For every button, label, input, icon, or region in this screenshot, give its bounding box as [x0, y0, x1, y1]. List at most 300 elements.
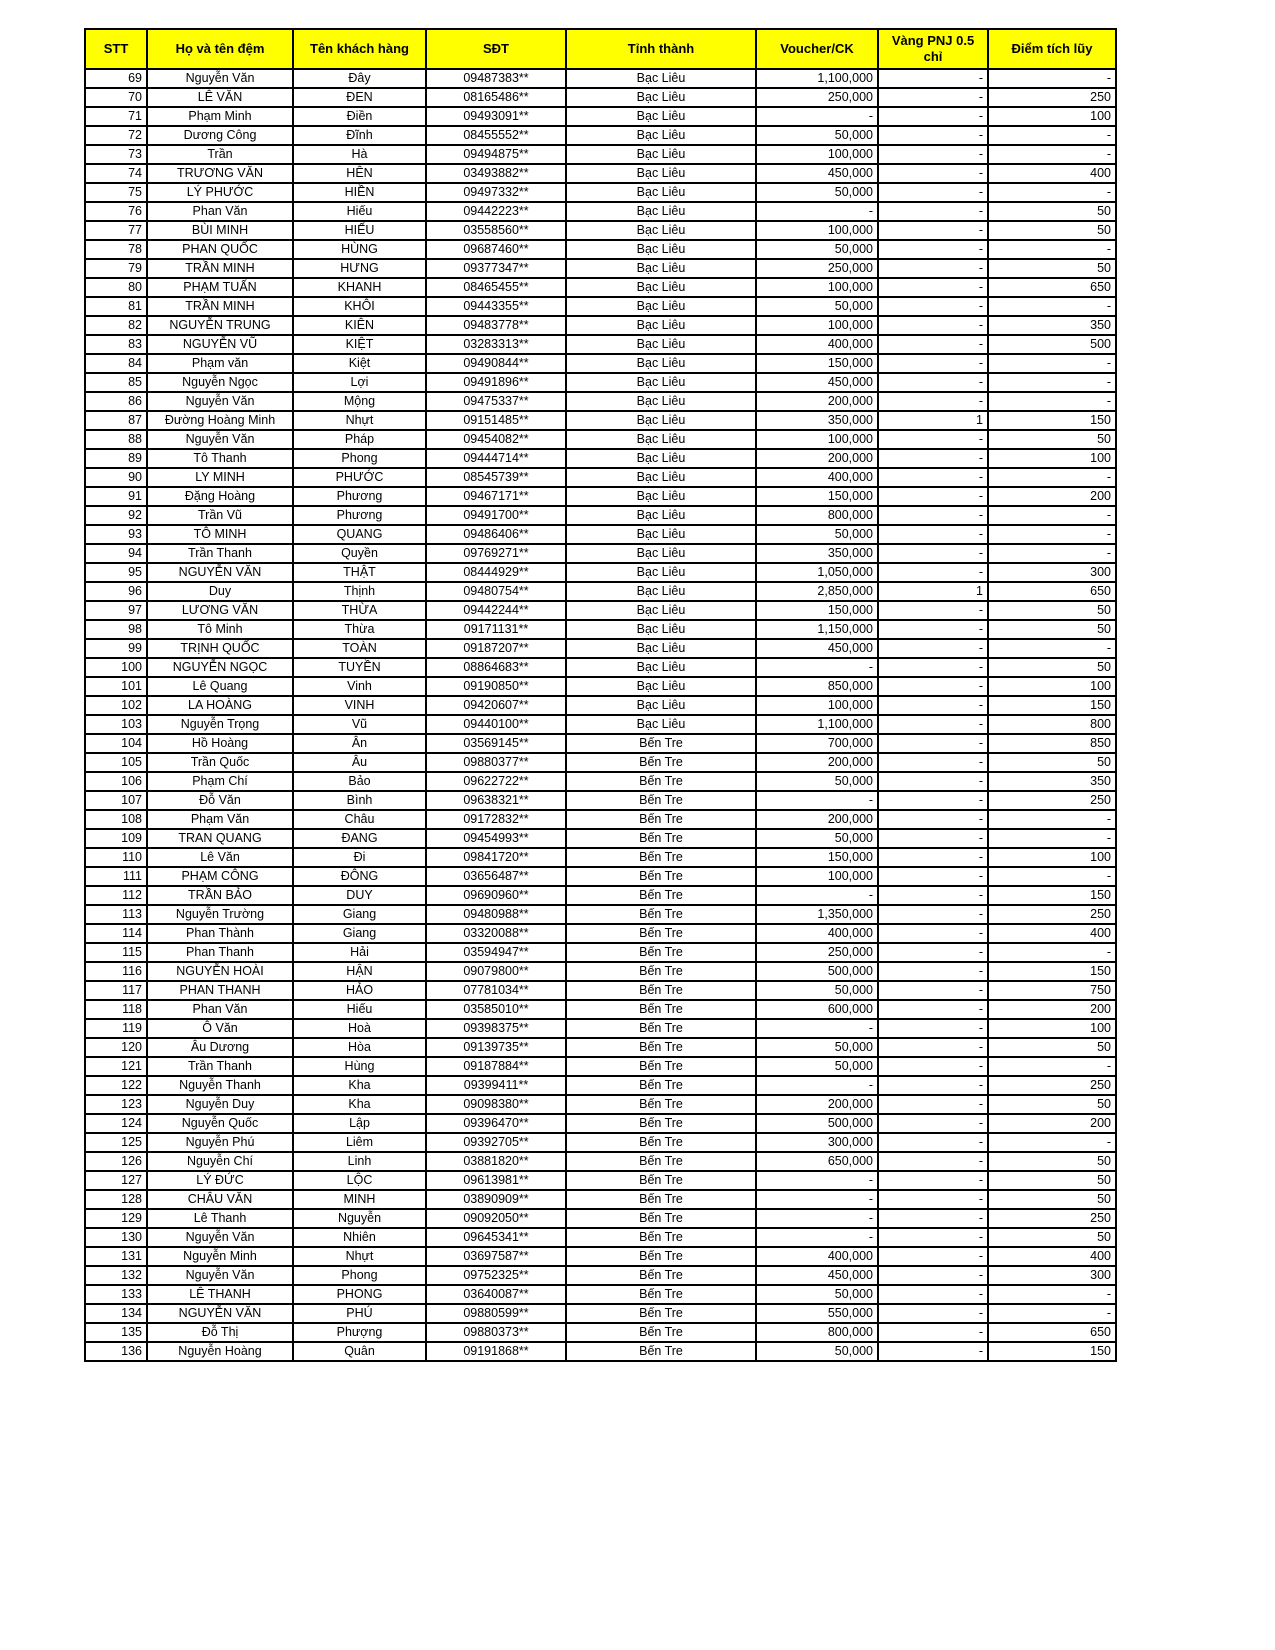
- tinh-cell: Bạc Liêu: [566, 164, 756, 183]
- table-row: [85, 1247, 1116, 1266]
- diem-cell: 150: [988, 411, 1116, 430]
- ten-cell: Phong: [293, 1266, 426, 1285]
- ten-cell: Hoà: [293, 1019, 426, 1038]
- tinh-cell: Bạc Liêu: [566, 658, 756, 677]
- vang-cell: -: [878, 373, 988, 392]
- ten-cell: MINH: [293, 1190, 426, 1209]
- diem-cell: 50: [988, 430, 1116, 449]
- ho-cell: PHẠM TUẤN: [147, 278, 293, 297]
- sdt-cell: 09442223**: [426, 202, 566, 221]
- sdt-cell: 09467171**: [426, 487, 566, 506]
- vang-cell: -: [878, 1285, 988, 1304]
- sdt-cell: 08444929**: [426, 563, 566, 582]
- tinh-cell: Bến Tre: [566, 1095, 756, 1114]
- diem-cell: 50: [988, 1228, 1116, 1247]
- diem-cell: -: [988, 525, 1116, 544]
- table-row: [85, 905, 1116, 924]
- voucher-cell: 2,850,000: [756, 582, 878, 601]
- voucher-cell: 50,000: [756, 126, 878, 145]
- diem-cell: 200: [988, 487, 1116, 506]
- vang-cell: -: [878, 1247, 988, 1266]
- diem-cell: 400: [988, 924, 1116, 943]
- ho-cell: TRẦN BẢO: [147, 886, 293, 905]
- stt-cell: 108: [85, 810, 147, 829]
- diem-cell: 250: [988, 791, 1116, 810]
- sdt-cell: 09442244**: [426, 601, 566, 620]
- diem-cell: 850: [988, 734, 1116, 753]
- voucher-cell: 100,000: [756, 316, 878, 335]
- vang-cell: -: [878, 924, 988, 943]
- tinh-cell: Bạc Liêu: [566, 411, 756, 430]
- ho-cell: PHAN THANH: [147, 981, 293, 1000]
- vang-cell: -: [878, 1171, 988, 1190]
- ten-cell: Nguyễn: [293, 1209, 426, 1228]
- ten-cell: Phong: [293, 449, 426, 468]
- tinh-cell: Bạc Liêu: [566, 69, 756, 88]
- voucher-cell: 400,000: [756, 468, 878, 487]
- tinh-cell: Bến Tre: [566, 753, 756, 772]
- ho-cell: Nguyễn Trường: [147, 905, 293, 924]
- table-row: [85, 810, 1116, 829]
- ho-cell: LÝ ĐỨC: [147, 1171, 293, 1190]
- table-row: [85, 791, 1116, 810]
- diem-cell: -: [988, 354, 1116, 373]
- ho-cell: Nguyễn Thanh: [147, 1076, 293, 1095]
- diem-cell: 50: [988, 1038, 1116, 1057]
- stt-cell: 97: [85, 601, 147, 620]
- ho-cell: Phan Văn: [147, 202, 293, 221]
- table-row: [85, 468, 1116, 487]
- voucher-cell: 50,000: [756, 829, 878, 848]
- diem-cell: -: [988, 544, 1116, 563]
- column-header-sdt: SĐT: [426, 29, 566, 69]
- voucher-cell: 1,150,000: [756, 620, 878, 639]
- vang-cell: -: [878, 240, 988, 259]
- sdt-cell: 09151485**: [426, 411, 566, 430]
- vang-cell: -: [878, 867, 988, 886]
- stt-cell: 112: [85, 886, 147, 905]
- vang-cell: -: [878, 620, 988, 639]
- vang-cell: 1: [878, 582, 988, 601]
- tinh-cell: Bạc Liêu: [566, 354, 756, 373]
- voucher-cell: 600,000: [756, 1000, 878, 1019]
- diem-cell: -: [988, 867, 1116, 886]
- diem-cell: 650: [988, 1323, 1116, 1342]
- vang-cell: -: [878, 430, 988, 449]
- ho-cell: Phan Thanh: [147, 943, 293, 962]
- stt-cell: 119: [85, 1019, 147, 1038]
- vang-cell: -: [878, 829, 988, 848]
- sdt-cell: 09420607**: [426, 696, 566, 715]
- tinh-cell: Bến Tre: [566, 1266, 756, 1285]
- sdt-cell: 08545739**: [426, 468, 566, 487]
- ho-cell: Nguyễn Hoàng: [147, 1342, 293, 1361]
- diem-cell: 650: [988, 582, 1116, 601]
- voucher-cell: 50,000: [756, 183, 878, 202]
- sdt-cell: 09444714**: [426, 449, 566, 468]
- sdt-cell: 09443355**: [426, 297, 566, 316]
- table-row: [85, 1304, 1116, 1323]
- voucher-cell: 700,000: [756, 734, 878, 753]
- tinh-cell: Bạc Liêu: [566, 620, 756, 639]
- sdt-cell: 03890909**: [426, 1190, 566, 1209]
- table-row: [85, 1057, 1116, 1076]
- table-row: [85, 126, 1116, 145]
- stt-cell: 111: [85, 867, 147, 886]
- ho-cell: Nguyễn Trọng: [147, 715, 293, 734]
- ten-cell: Nhựt: [293, 411, 426, 430]
- ho-cell: Đặng Hoàng: [147, 487, 293, 506]
- ho-cell: Trần Thanh: [147, 544, 293, 563]
- voucher-cell: -: [756, 1190, 878, 1209]
- column-header-stt: STT: [85, 29, 147, 69]
- ten-cell: Đây: [293, 69, 426, 88]
- tinh-cell: Bạc Liêu: [566, 715, 756, 734]
- stt-cell: 125: [85, 1133, 147, 1152]
- ho-cell: Phan Thành: [147, 924, 293, 943]
- ten-cell: Vũ: [293, 715, 426, 734]
- voucher-cell: 100,000: [756, 867, 878, 886]
- ho-cell: Duy: [147, 582, 293, 601]
- tinh-cell: Bến Tre: [566, 1171, 756, 1190]
- table-row: [85, 392, 1116, 411]
- sdt-cell: 09399411**: [426, 1076, 566, 1095]
- sdt-cell: 09392705**: [426, 1133, 566, 1152]
- ho-cell: LY MINH: [147, 468, 293, 487]
- tinh-cell: Bạc Liêu: [566, 468, 756, 487]
- ho-cell: Nguyễn Duy: [147, 1095, 293, 1114]
- diem-cell: 300: [988, 1266, 1116, 1285]
- vang-cell: -: [878, 126, 988, 145]
- voucher-cell: 250,000: [756, 259, 878, 278]
- ten-cell: Linh: [293, 1152, 426, 1171]
- vang-cell: -: [878, 1152, 988, 1171]
- stt-cell: 109: [85, 829, 147, 848]
- tinh-cell: Bạc Liêu: [566, 126, 756, 145]
- sdt-cell: 09613981**: [426, 1171, 566, 1190]
- sdt-cell: 09454993**: [426, 829, 566, 848]
- voucher-cell: 200,000: [756, 392, 878, 411]
- vang-cell: -: [878, 525, 988, 544]
- voucher-cell: 100,000: [756, 430, 878, 449]
- voucher-cell: 800,000: [756, 506, 878, 525]
- vang-cell: -: [878, 734, 988, 753]
- column-header-diem: Điểm tích lũy: [988, 29, 1116, 69]
- stt-cell: 131: [85, 1247, 147, 1266]
- table-row: [85, 848, 1116, 867]
- sdt-cell: 09841720**: [426, 848, 566, 867]
- tinh-cell: Bến Tre: [566, 829, 756, 848]
- vang-cell: -: [878, 753, 988, 772]
- customer-voucher-table: [84, 28, 1117, 1362]
- table-row: [85, 202, 1116, 221]
- ho-cell: Phạm Văn: [147, 810, 293, 829]
- diem-cell: -: [988, 373, 1116, 392]
- stt-cell: 78: [85, 240, 147, 259]
- ten-cell: KHÔI: [293, 297, 426, 316]
- stt-cell: 115: [85, 943, 147, 962]
- ho-cell: NGUYỄN VĂN: [147, 1304, 293, 1323]
- vang-cell: -: [878, 1209, 988, 1228]
- voucher-cell: 400,000: [756, 1247, 878, 1266]
- tinh-cell: Bạc Liêu: [566, 430, 756, 449]
- tinh-cell: Bến Tre: [566, 981, 756, 1000]
- ten-cell: KIỆT: [293, 335, 426, 354]
- vang-cell: -: [878, 905, 988, 924]
- stt-cell: 69: [85, 69, 147, 88]
- voucher-cell: 50,000: [756, 981, 878, 1000]
- table-row: [85, 525, 1116, 544]
- ten-cell: HẢO: [293, 981, 426, 1000]
- table-row: [85, 164, 1116, 183]
- stt-cell: 94: [85, 544, 147, 563]
- diem-cell: -: [988, 1285, 1116, 1304]
- ho-cell: Hồ Hoàng: [147, 734, 293, 753]
- diem-cell: -: [988, 1133, 1116, 1152]
- stt-cell: 114: [85, 924, 147, 943]
- ho-cell: LÊ THANH: [147, 1285, 293, 1304]
- ten-cell: TUYỀN: [293, 658, 426, 677]
- tinh-cell: Bạc Liêu: [566, 639, 756, 658]
- voucher-cell: 150,000: [756, 848, 878, 867]
- sdt-cell: 09493091**: [426, 107, 566, 126]
- stt-cell: 96: [85, 582, 147, 601]
- ten-cell: Quyền: [293, 544, 426, 563]
- stt-cell: 105: [85, 753, 147, 772]
- table-row: [85, 1190, 1116, 1209]
- ten-cell: HÊN: [293, 164, 426, 183]
- vang-cell: -: [878, 392, 988, 411]
- diem-cell: 400: [988, 164, 1116, 183]
- diem-cell: 200: [988, 1114, 1116, 1133]
- sdt-cell: 03493882**: [426, 164, 566, 183]
- sdt-cell: 03697587**: [426, 1247, 566, 1266]
- tinh-cell: Bạc Liêu: [566, 145, 756, 164]
- tinh-cell: Bến Tre: [566, 905, 756, 924]
- stt-cell: 89: [85, 449, 147, 468]
- stt-cell: 74: [85, 164, 147, 183]
- sdt-cell: 09377347**: [426, 259, 566, 278]
- tinh-cell: Bạc Liêu: [566, 202, 756, 221]
- diem-cell: 150: [988, 962, 1116, 981]
- stt-cell: 118: [85, 1000, 147, 1019]
- sdt-cell: 09440100**: [426, 715, 566, 734]
- tinh-cell: Bến Tre: [566, 810, 756, 829]
- ho-cell: NGUYỄN VŨ: [147, 335, 293, 354]
- tinh-cell: Bến Tre: [566, 1209, 756, 1228]
- ten-cell: DUY: [293, 886, 426, 905]
- diem-cell: 800: [988, 715, 1116, 734]
- diem-cell: 500: [988, 335, 1116, 354]
- table-row: [85, 1095, 1116, 1114]
- vang-cell: -: [878, 1095, 988, 1114]
- vang-cell: -: [878, 221, 988, 240]
- sdt-cell: 09139735**: [426, 1038, 566, 1057]
- vang-cell: -: [878, 563, 988, 582]
- tinh-cell: Bạc Liêu: [566, 88, 756, 107]
- voucher-cell: 50,000: [756, 240, 878, 259]
- diem-cell: -: [988, 829, 1116, 848]
- vang-cell: -: [878, 183, 988, 202]
- table-row: [85, 582, 1116, 601]
- table-row: [85, 1285, 1116, 1304]
- ten-cell: THỪA: [293, 601, 426, 620]
- ho-cell: LA HOÀNG: [147, 696, 293, 715]
- stt-cell: 88: [85, 430, 147, 449]
- vang-cell: -: [878, 715, 988, 734]
- stt-cell: 135: [85, 1323, 147, 1342]
- tinh-cell: Bến Tre: [566, 867, 756, 886]
- ten-cell: Hùng: [293, 1057, 426, 1076]
- diem-cell: 750: [988, 981, 1116, 1000]
- ten-cell: Phương: [293, 487, 426, 506]
- stt-cell: 99: [85, 639, 147, 658]
- sdt-cell: 08465455**: [426, 278, 566, 297]
- table-row: [85, 1076, 1116, 1095]
- stt-cell: 123: [85, 1095, 147, 1114]
- voucher-cell: 450,000: [756, 639, 878, 658]
- ten-cell: KIÊN: [293, 316, 426, 335]
- table-row: [85, 1038, 1116, 1057]
- diem-cell: 250: [988, 88, 1116, 107]
- ho-cell: TÔ MINH: [147, 525, 293, 544]
- ten-cell: HIỀN: [293, 183, 426, 202]
- diem-cell: 150: [988, 1342, 1116, 1361]
- diem-cell: 50: [988, 658, 1116, 677]
- stt-cell: 92: [85, 506, 147, 525]
- vang-cell: -: [878, 316, 988, 335]
- vang-cell: -: [878, 468, 988, 487]
- voucher-cell: 400,000: [756, 335, 878, 354]
- ho-cell: TRƯƠNG VĂN: [147, 164, 293, 183]
- ho-cell: TRỊNH QUỐC: [147, 639, 293, 658]
- diem-cell: 150: [988, 886, 1116, 905]
- ho-cell: TRAN QUANG: [147, 829, 293, 848]
- voucher-cell: -: [756, 791, 878, 810]
- ten-cell: PHÚ: [293, 1304, 426, 1323]
- spreadsheet-area: [84, 28, 1117, 1362]
- ho-cell: Nguyễn Ngọc: [147, 373, 293, 392]
- vang-cell: -: [878, 943, 988, 962]
- tinh-cell: Bạc Liêu: [566, 582, 756, 601]
- table-row: [85, 639, 1116, 658]
- table-row: [85, 1133, 1116, 1152]
- table-row: [85, 677, 1116, 696]
- ten-cell: Hiếu: [293, 1000, 426, 1019]
- vang-cell: -: [878, 639, 988, 658]
- table-row: [85, 696, 1116, 715]
- column-header-voucher: Voucher/CK: [756, 29, 878, 69]
- vang-cell: -: [878, 848, 988, 867]
- table-row: [85, 601, 1116, 620]
- vang-cell: -: [878, 1038, 988, 1057]
- tinh-cell: Bạc Liêu: [566, 335, 756, 354]
- table-row: [85, 734, 1116, 753]
- table-row: [85, 1342, 1116, 1361]
- ho-cell: Lê Thanh: [147, 1209, 293, 1228]
- table-row: [85, 962, 1116, 981]
- ho-cell: Nguyễn Phú: [147, 1133, 293, 1152]
- stt-cell: 98: [85, 620, 147, 639]
- stt-cell: 100: [85, 658, 147, 677]
- diem-cell: 50: [988, 259, 1116, 278]
- diem-cell: -: [988, 1304, 1116, 1323]
- tinh-cell: Bến Tre: [566, 1304, 756, 1323]
- tinh-cell: Bến Tre: [566, 1057, 756, 1076]
- diem-cell: -: [988, 69, 1116, 88]
- voucher-cell: 1,350,000: [756, 905, 878, 924]
- tinh-cell: Bến Tre: [566, 924, 756, 943]
- diem-cell: -: [988, 506, 1116, 525]
- ho-cell: PHAN QUỐC: [147, 240, 293, 259]
- table-row: [85, 981, 1116, 1000]
- diem-cell: 250: [988, 905, 1116, 924]
- sdt-cell: 09480754**: [426, 582, 566, 601]
- sdt-cell: 03558560**: [426, 221, 566, 240]
- sdt-cell: 03594947**: [426, 943, 566, 962]
- diem-cell: 400: [988, 1247, 1116, 1266]
- stt-cell: 116: [85, 962, 147, 981]
- tinh-cell: Bạc Liêu: [566, 392, 756, 411]
- tinh-cell: Bạc Liêu: [566, 278, 756, 297]
- stt-cell: 126: [85, 1152, 147, 1171]
- voucher-cell: 1,050,000: [756, 563, 878, 582]
- sdt-cell: 03656487**: [426, 867, 566, 886]
- ten-cell: Pháp: [293, 430, 426, 449]
- stt-cell: 134: [85, 1304, 147, 1323]
- stt-cell: 129: [85, 1209, 147, 1228]
- ten-cell: Thịnh: [293, 582, 426, 601]
- tinh-cell: Bạc Liêu: [566, 487, 756, 506]
- voucher-cell: -: [756, 1019, 878, 1038]
- stt-cell: 102: [85, 696, 147, 715]
- ten-cell: ĐEN: [293, 88, 426, 107]
- stt-cell: 101: [85, 677, 147, 696]
- ho-cell: PHẠM CÔNG: [147, 867, 293, 886]
- tinh-cell: Bến Tre: [566, 1038, 756, 1057]
- vang-cell: -: [878, 1228, 988, 1247]
- stt-cell: 76: [85, 202, 147, 221]
- ten-cell: Bảo: [293, 772, 426, 791]
- sdt-cell: 09480988**: [426, 905, 566, 924]
- ten-cell: Thừa: [293, 620, 426, 639]
- voucher-cell: 1,100,000: [756, 69, 878, 88]
- table-row: [85, 88, 1116, 107]
- voucher-cell: 850,000: [756, 677, 878, 696]
- voucher-cell: -: [756, 202, 878, 221]
- ten-cell: Phượng: [293, 1323, 426, 1342]
- stt-cell: 106: [85, 772, 147, 791]
- table-row: [85, 316, 1116, 335]
- stt-cell: 87: [85, 411, 147, 430]
- voucher-cell: 550,000: [756, 1304, 878, 1323]
- ten-cell: HƯNG: [293, 259, 426, 278]
- vang-cell: -: [878, 107, 988, 126]
- ten-cell: Ân: [293, 734, 426, 753]
- ho-cell: NGUYỄN NGỌC: [147, 658, 293, 677]
- stt-cell: 95: [85, 563, 147, 582]
- sdt-cell: 09497332**: [426, 183, 566, 202]
- sdt-cell: 09191868**: [426, 1342, 566, 1361]
- vang-cell: -: [878, 69, 988, 88]
- diem-cell: 50: [988, 1095, 1116, 1114]
- table-row: [85, 506, 1116, 525]
- ho-cell: LÝ PHƯỚC: [147, 183, 293, 202]
- sdt-cell: 09490844**: [426, 354, 566, 373]
- table-row: [85, 1000, 1116, 1019]
- table-row: [85, 1266, 1116, 1285]
- voucher-cell: 150,000: [756, 354, 878, 373]
